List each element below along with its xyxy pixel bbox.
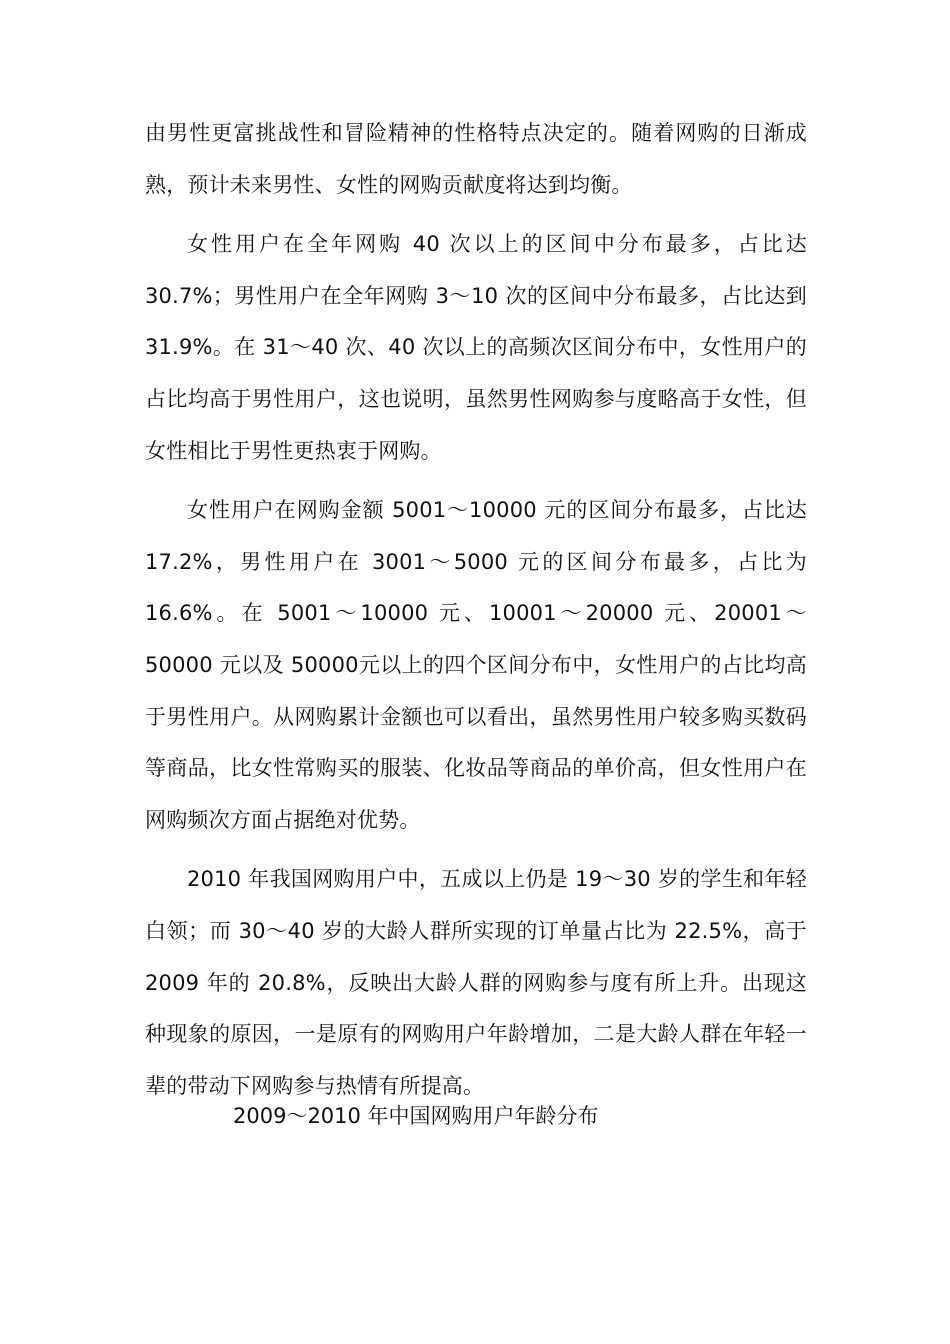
document-body <box>145 108 807 1112</box>
paragraph-spacer <box>145 211 807 219</box>
paragraph-age: 2010 年我国网购用户中，五成以上仍是 19～30 岁的学生和年轻白领；而 30～40 岁的大龄人群所实现的订单量占比为 22.5%，高于2009 年的 20.8%，反映出大龄人群的网购参与度有所上升。出现这种现象的原因，一是原有的网购用户年龄增加，二是大龄人群在年轻一辈的带动下网购参与热情有所提高。 <box>145 867 807 1098</box>
paragraph-spacer <box>145 477 807 485</box>
figure-caption: 2009～2010 年中国网购用户年龄分布 <box>233 1104 599 1128</box>
paragraph-spacer <box>145 846 807 854</box>
paragraph-continuation: 由男性更富挑战性和冒险精神的性格特点决定的。随着网购的日渐成熟，预计未来男性、女性的网购贡献度将达到均衡。 <box>145 121 807 197</box>
paragraph-amount: 女性用户在网购金额 5001～10000 元的区间分布最多，占比达17.2%，男性用户在 3001～5000 元的区间分布最多，占比为 16.6%。在 5001～10000 元、10001～20000 元、20001～50000 元以及 50000元以上的四个区间分布中，女性用户的占比均高于男性用户。从网购累计金额也可以看出，虽然男性用户较多购买数码等商品，比女性常购买的服装、化妆品等商品的单价高，但女性用户在网购频次方面占据绝对优势。 <box>145 498 807 832</box>
paragraph-frequency: 女性用户在全年网购 40 次以上的区间中分布最多，占比达30.7%；男性用户在全年网购 3～10 次的区间中分布最多，占比达到31.9%。在 31～40 次、40 次以上的高频次区间分布中，女性用户的占比均高于男性用户，这也说明，虽然男性网购参与度略高于女性，但女性相比于男性更热衷于网购。 <box>145 232 807 463</box>
